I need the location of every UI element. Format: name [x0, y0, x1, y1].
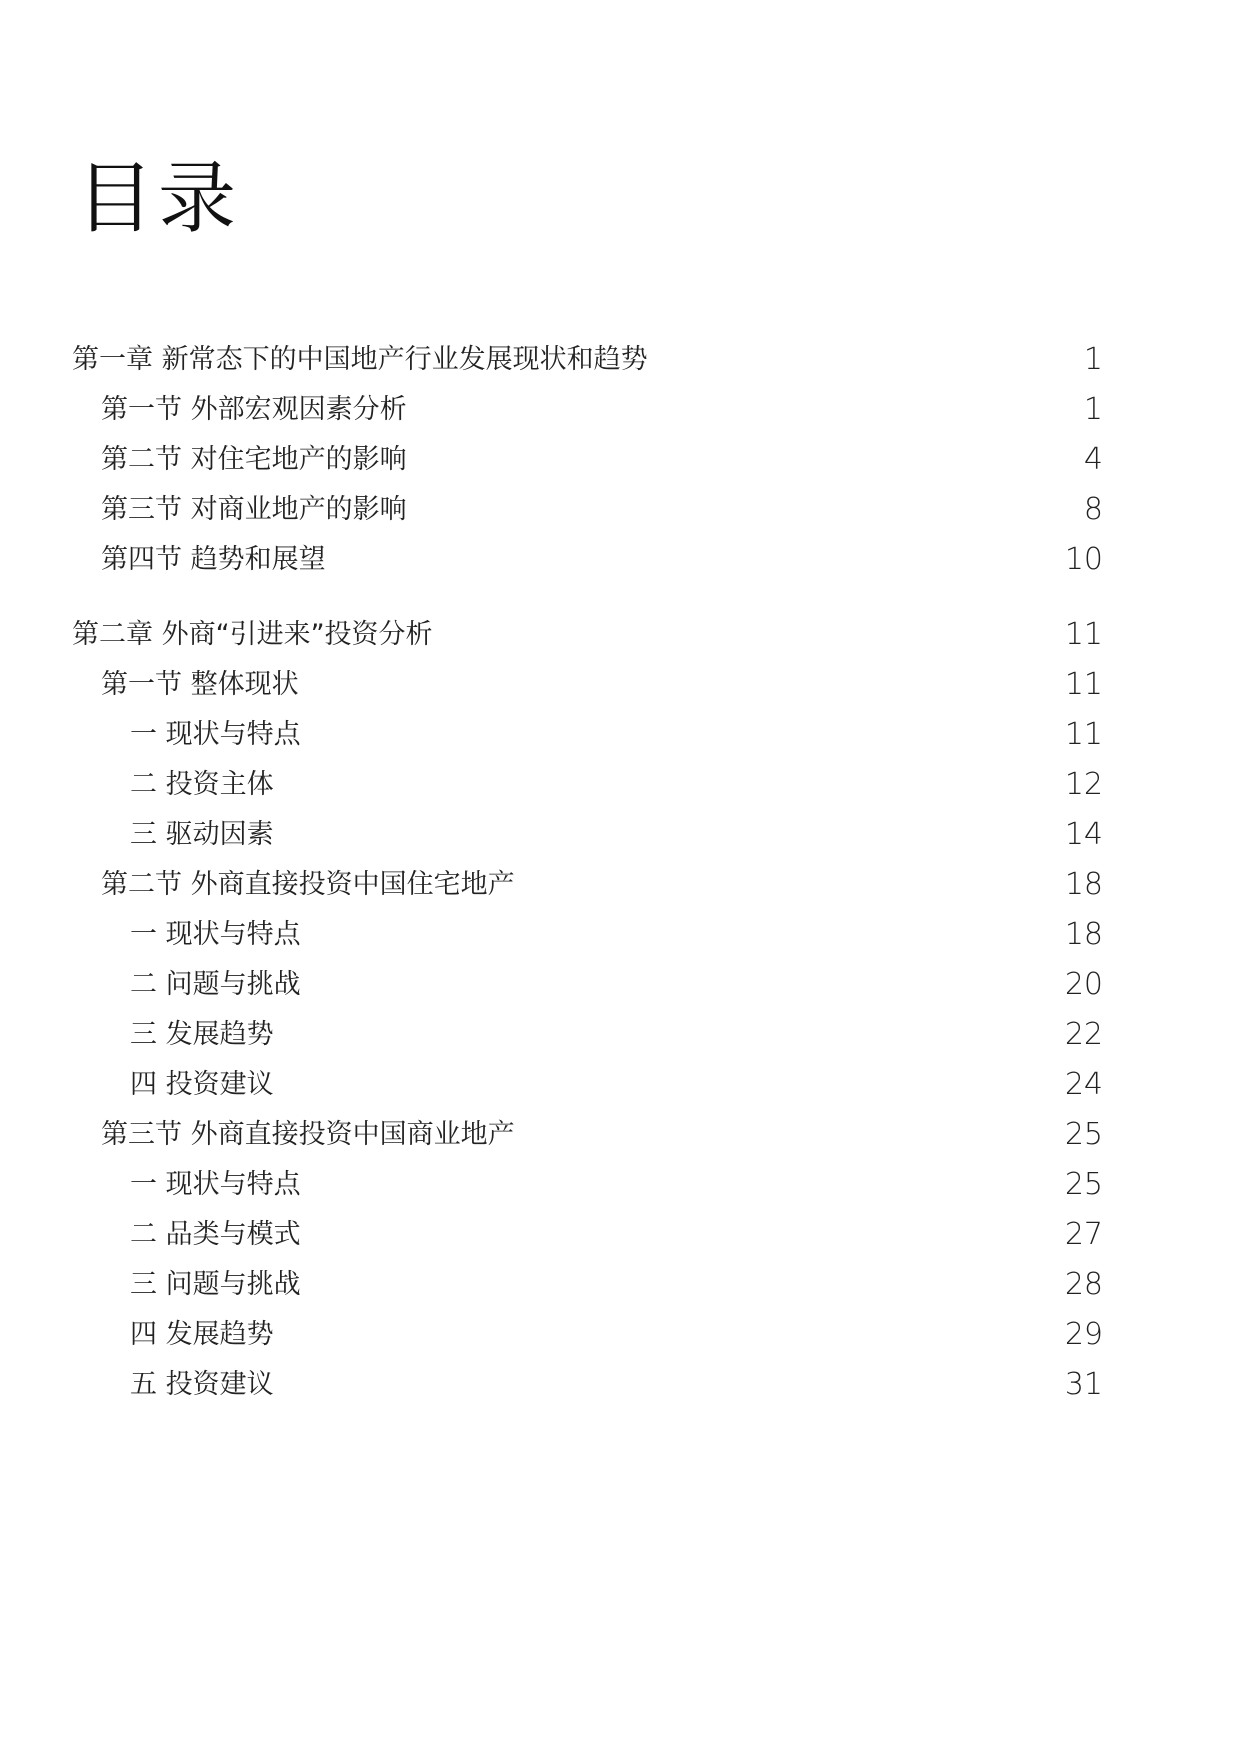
- toc-entry-page-number: 22: [1064, 1017, 1103, 1052]
- toc-entry-label: 二 品类与模式: [130, 1219, 301, 1250]
- toc-entry-page-number: 1: [1083, 392, 1103, 427]
- toc-subsection-entry[interactable]: [130, 1063, 1103, 1107]
- toc-entry-page-number: 12: [1064, 767, 1103, 802]
- toc-entry-label: 第三节 外商直接投资中国商业地产: [101, 1119, 515, 1150]
- toc-entry-page-number: 25: [1064, 1117, 1103, 1152]
- toc-section-entry[interactable]: [101, 388, 1103, 432]
- toc-entry-label: 一 现状与特点: [130, 719, 301, 750]
- toc-entry-page-number: 29: [1064, 1317, 1103, 1352]
- toc-entry-page-number: 14: [1064, 817, 1103, 852]
- toc-chapter-entry[interactable]: [72, 613, 1103, 657]
- toc-entry-page-number: 8: [1083, 492, 1103, 527]
- toc-subsection-entry[interactable]: [130, 1213, 1103, 1257]
- toc-entry-page-number: 25: [1064, 1167, 1103, 1202]
- toc-section-entry[interactable]: [101, 1113, 1103, 1157]
- toc-entry-page-number: 28: [1064, 1267, 1103, 1302]
- toc-entry-label: 五 投资建议: [130, 1369, 274, 1400]
- toc-subsection-entry[interactable]: [130, 763, 1103, 807]
- toc-entry-label: 四 投资建议: [130, 1069, 274, 1100]
- toc-subsection-entry[interactable]: [130, 1263, 1103, 1307]
- toc-entry-label: 一 现状与特点: [130, 1169, 301, 1200]
- toc-entry-label: 第一节 外部宏观因素分析: [101, 394, 407, 425]
- toc-entry-page-number: 11: [1064, 667, 1103, 702]
- toc-subsection-entry[interactable]: [130, 813, 1103, 857]
- toc-entry-page-number: 27: [1064, 1217, 1103, 1252]
- toc-entry-label: 第三节 对商业地产的影响: [101, 494, 407, 525]
- toc-entry-page-number: 18: [1064, 867, 1103, 902]
- toc-entry-page-number: 20: [1064, 967, 1103, 1002]
- toc-entry-page-number: 10: [1064, 542, 1103, 577]
- toc-entry-label: 第二章 外商“引进来”投资分析: [72, 619, 433, 650]
- toc-section-entry[interactable]: [101, 863, 1103, 907]
- page-title: 目录: [76, 154, 241, 244]
- toc-subsection-entry[interactable]: [130, 1363, 1103, 1407]
- toc-section-entry[interactable]: [101, 538, 1103, 582]
- toc-entry-page-number: 24: [1064, 1067, 1103, 1102]
- toc-subsection-entry[interactable]: [130, 1013, 1103, 1057]
- toc-entry-page-number: 11: [1064, 717, 1103, 752]
- toc-section-entry[interactable]: [101, 488, 1103, 532]
- toc-subsection-entry[interactable]: [130, 913, 1103, 957]
- toc-entry-page-number: 31: [1064, 1367, 1103, 1402]
- toc-subsection-entry[interactable]: [130, 1313, 1103, 1357]
- toc-subsection-entry[interactable]: [130, 713, 1103, 757]
- toc-entry-label: 三 驱动因素: [130, 819, 274, 850]
- toc-entry-label: 一 现状与特点: [130, 919, 301, 950]
- toc-entry-label: 四 发展趋势: [130, 1319, 274, 1350]
- toc-entry-label: 第一节 整体现状: [101, 669, 299, 700]
- toc-entry-label: 第一章 新常态下的中国地产行业发展现状和趋势: [72, 344, 648, 375]
- toc-entry-page-number: 4: [1083, 442, 1103, 477]
- toc-entry-label: 三 发展趋势: [130, 1019, 274, 1050]
- toc-entry-label: 二 问题与挑战: [130, 969, 301, 1000]
- toc-section-entry[interactable]: [101, 438, 1103, 482]
- toc-entry-label: 第二节 外商直接投资中国住宅地产: [101, 869, 515, 900]
- toc-entry-page-number: 18: [1064, 917, 1103, 952]
- toc-entry-label: 第四节 趋势和展望: [101, 544, 326, 575]
- toc-entry-label: 第二节 对住宅地产的影响: [101, 444, 407, 475]
- toc-subsection-entry[interactable]: [130, 1163, 1103, 1207]
- toc-subsection-entry[interactable]: [130, 963, 1103, 1007]
- toc-entry-page-number: 11: [1064, 617, 1103, 652]
- toc-entry-label: 二 投资主体: [130, 769, 274, 800]
- toc-entry-label: 三 问题与挑战: [130, 1269, 301, 1300]
- toc-chapter-entry[interactable]: [72, 338, 1103, 382]
- toc-section-entry[interactable]: [101, 663, 1103, 707]
- toc-entry-page-number: 1: [1083, 342, 1103, 377]
